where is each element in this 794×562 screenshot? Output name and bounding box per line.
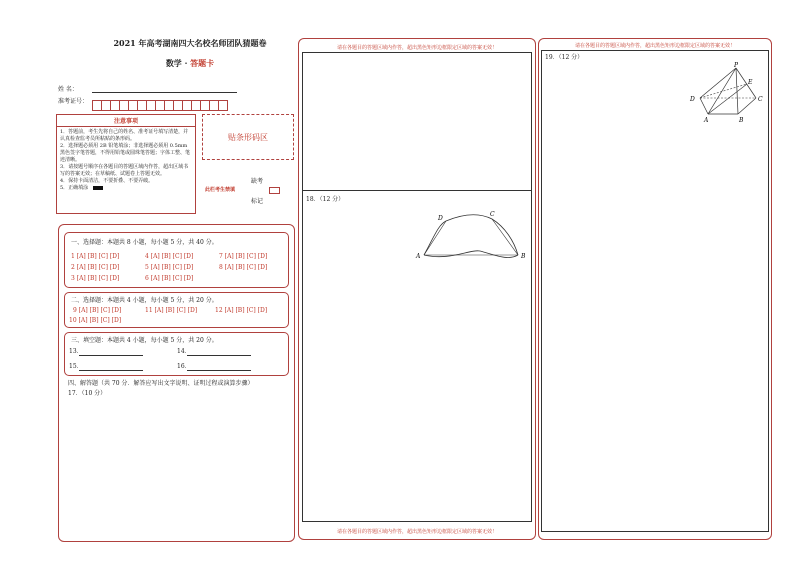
choice-option[interactable]: 4 [A] [B] [C] [D] xyxy=(145,253,194,260)
choice-option[interactable]: 6 [A] [B] [C] [D] xyxy=(145,275,194,282)
name-label: 姓 名： xyxy=(58,86,78,93)
question-19-label: 19．（12 分） xyxy=(545,54,584,61)
multi-choice-title: 二、选择题：本题共 4 小题，每小题 5 分，共 20 分。 xyxy=(71,297,218,304)
fill-answer-line[interactable] xyxy=(187,363,251,371)
notice-box xyxy=(56,114,196,214)
question-divider xyxy=(302,190,532,191)
question-17-label: 17．（10 分） xyxy=(68,390,107,397)
choice-option[interactable]: 8 [A] [B] [C] [D] xyxy=(219,264,268,271)
choice-section xyxy=(64,232,289,288)
panel-warning-bottom: 请在各题目的答题区域内作答，超出黑色矩形边框限定区域的答案无效！ xyxy=(336,529,497,535)
absent-checkbox[interactable] xyxy=(269,187,280,194)
absent-area xyxy=(205,176,295,208)
choice-option[interactable]: 7 [A] [B] [C] [D] xyxy=(219,253,268,260)
ticket-cell[interactable] xyxy=(218,100,228,111)
exam-title: 2021 年高考湖南四大名校名师团队猜题卷 xyxy=(113,38,267,48)
ticket-label: 准考证号： xyxy=(58,98,89,105)
fill-label: 15． xyxy=(69,363,83,370)
choice-option[interactable]: 5 [A] [B] [C] [D] xyxy=(145,264,194,271)
question-18-figure xyxy=(410,205,535,270)
point-d-label: D xyxy=(690,96,695,103)
notice-item: 4．保持卡面清洁，不要折叠、不要弄破。 xyxy=(60,178,154,184)
panel-warning-right: 请在各题目的答题区域内作答，超出黑色矩形边框限定区域的答案无效！ xyxy=(574,43,735,49)
fill-title: 三、填空题：本题共 4 小题，每小题 5 分，共 20 分。 xyxy=(71,337,218,344)
question-18-label: 18．（12 分） xyxy=(306,196,345,203)
fill-label: 16． xyxy=(177,363,191,370)
name-field[interactable] xyxy=(92,85,237,93)
fill-section xyxy=(64,332,289,376)
notice-item: 2．选择题必须用 2B 铅笔填涂；非选择题必须用 0.5mm 黑色签字笔答题，不得用铅笔或圆珠笔答题；字体工整、笔迹清晰。 xyxy=(60,143,191,163)
fill-label: 14． xyxy=(177,348,191,355)
absent-mark-2: 标记 xyxy=(251,198,264,205)
point-b-label: B xyxy=(739,117,744,124)
absent-forbidden-label: 此栏考生禁填 xyxy=(205,187,236,193)
ticket-number-grid[interactable] xyxy=(92,96,227,107)
solve-title: 四、解答题（共 70 分．解答应写出文字说明、证明过程或演算步骤） xyxy=(68,380,254,387)
subject-text: 数学 · xyxy=(165,58,191,68)
filled-mark-sample xyxy=(93,186,103,190)
point-b-label: B xyxy=(521,253,526,260)
choice-option[interactable]: 1 [A] [B] [C] [D] xyxy=(71,253,120,260)
point-p-label: P xyxy=(734,62,739,69)
multi-choice-option[interactable]: 10 [A] [B] [C] [D] xyxy=(69,317,122,324)
question-18-frame xyxy=(302,52,532,522)
point-a-label: A xyxy=(416,253,421,260)
choice-option[interactable]: 2 [A] [B] [C] [D] xyxy=(71,264,120,271)
absent-mark-1: 缺考 xyxy=(251,178,264,185)
fill-answer-line[interactable] xyxy=(79,348,143,356)
choice-title: 一、选择题：本题共 8 小题，每小题 5 分，共 40 分。 xyxy=(71,239,218,246)
point-d-label: D xyxy=(438,215,443,222)
notice-item-fill xyxy=(60,185,192,192)
notice-title: 注意事项 xyxy=(57,115,195,127)
question-17-answer-area[interactable] xyxy=(66,400,287,536)
fill-label: 13． xyxy=(69,348,83,355)
panel-warning-top: 请在各题目的答题区域内作答，超出黑色矩形边框限定区域的答案无效！ xyxy=(336,45,497,51)
point-c-label: C xyxy=(758,96,763,103)
multi-choice-section xyxy=(64,292,289,328)
point-c-label: C xyxy=(490,211,495,218)
barcode-label: 贴条形码区 xyxy=(228,132,268,142)
multi-choice-option[interactable]: 9 [A] [B] [C] [D] xyxy=(73,307,122,314)
point-a-label: A xyxy=(704,117,709,124)
choice-option[interactable]: 3 [A] [B] [C] [D] xyxy=(71,275,120,282)
notice-item: 5．正确填涂 xyxy=(60,185,89,191)
multi-choice-option[interactable]: 12 [A] [B] [C] [D] xyxy=(215,307,268,314)
fill-answer-line[interactable] xyxy=(187,348,251,356)
point-e-label: E xyxy=(748,79,753,86)
multi-choice-option[interactable]: 11 [A] [B] [C] [D] xyxy=(145,307,198,314)
fill-answer-line[interactable] xyxy=(79,363,143,371)
answer-sheet-label: 答题卡 xyxy=(190,58,215,68)
subject-title xyxy=(120,58,260,69)
barcode-area xyxy=(202,114,294,160)
question-19-figure xyxy=(686,62,770,126)
notice-item: 1．答题前，考生先将自己的姓名、准考证号填写清楚，并认真检查监考员所粘贴的条形码。 xyxy=(60,129,189,142)
notice-item: 3．请按题号顺序在各题目的答题区域内作答，超出区域书写的答案无效；在草稿纸、试题卷上答题无效。 xyxy=(60,164,189,177)
